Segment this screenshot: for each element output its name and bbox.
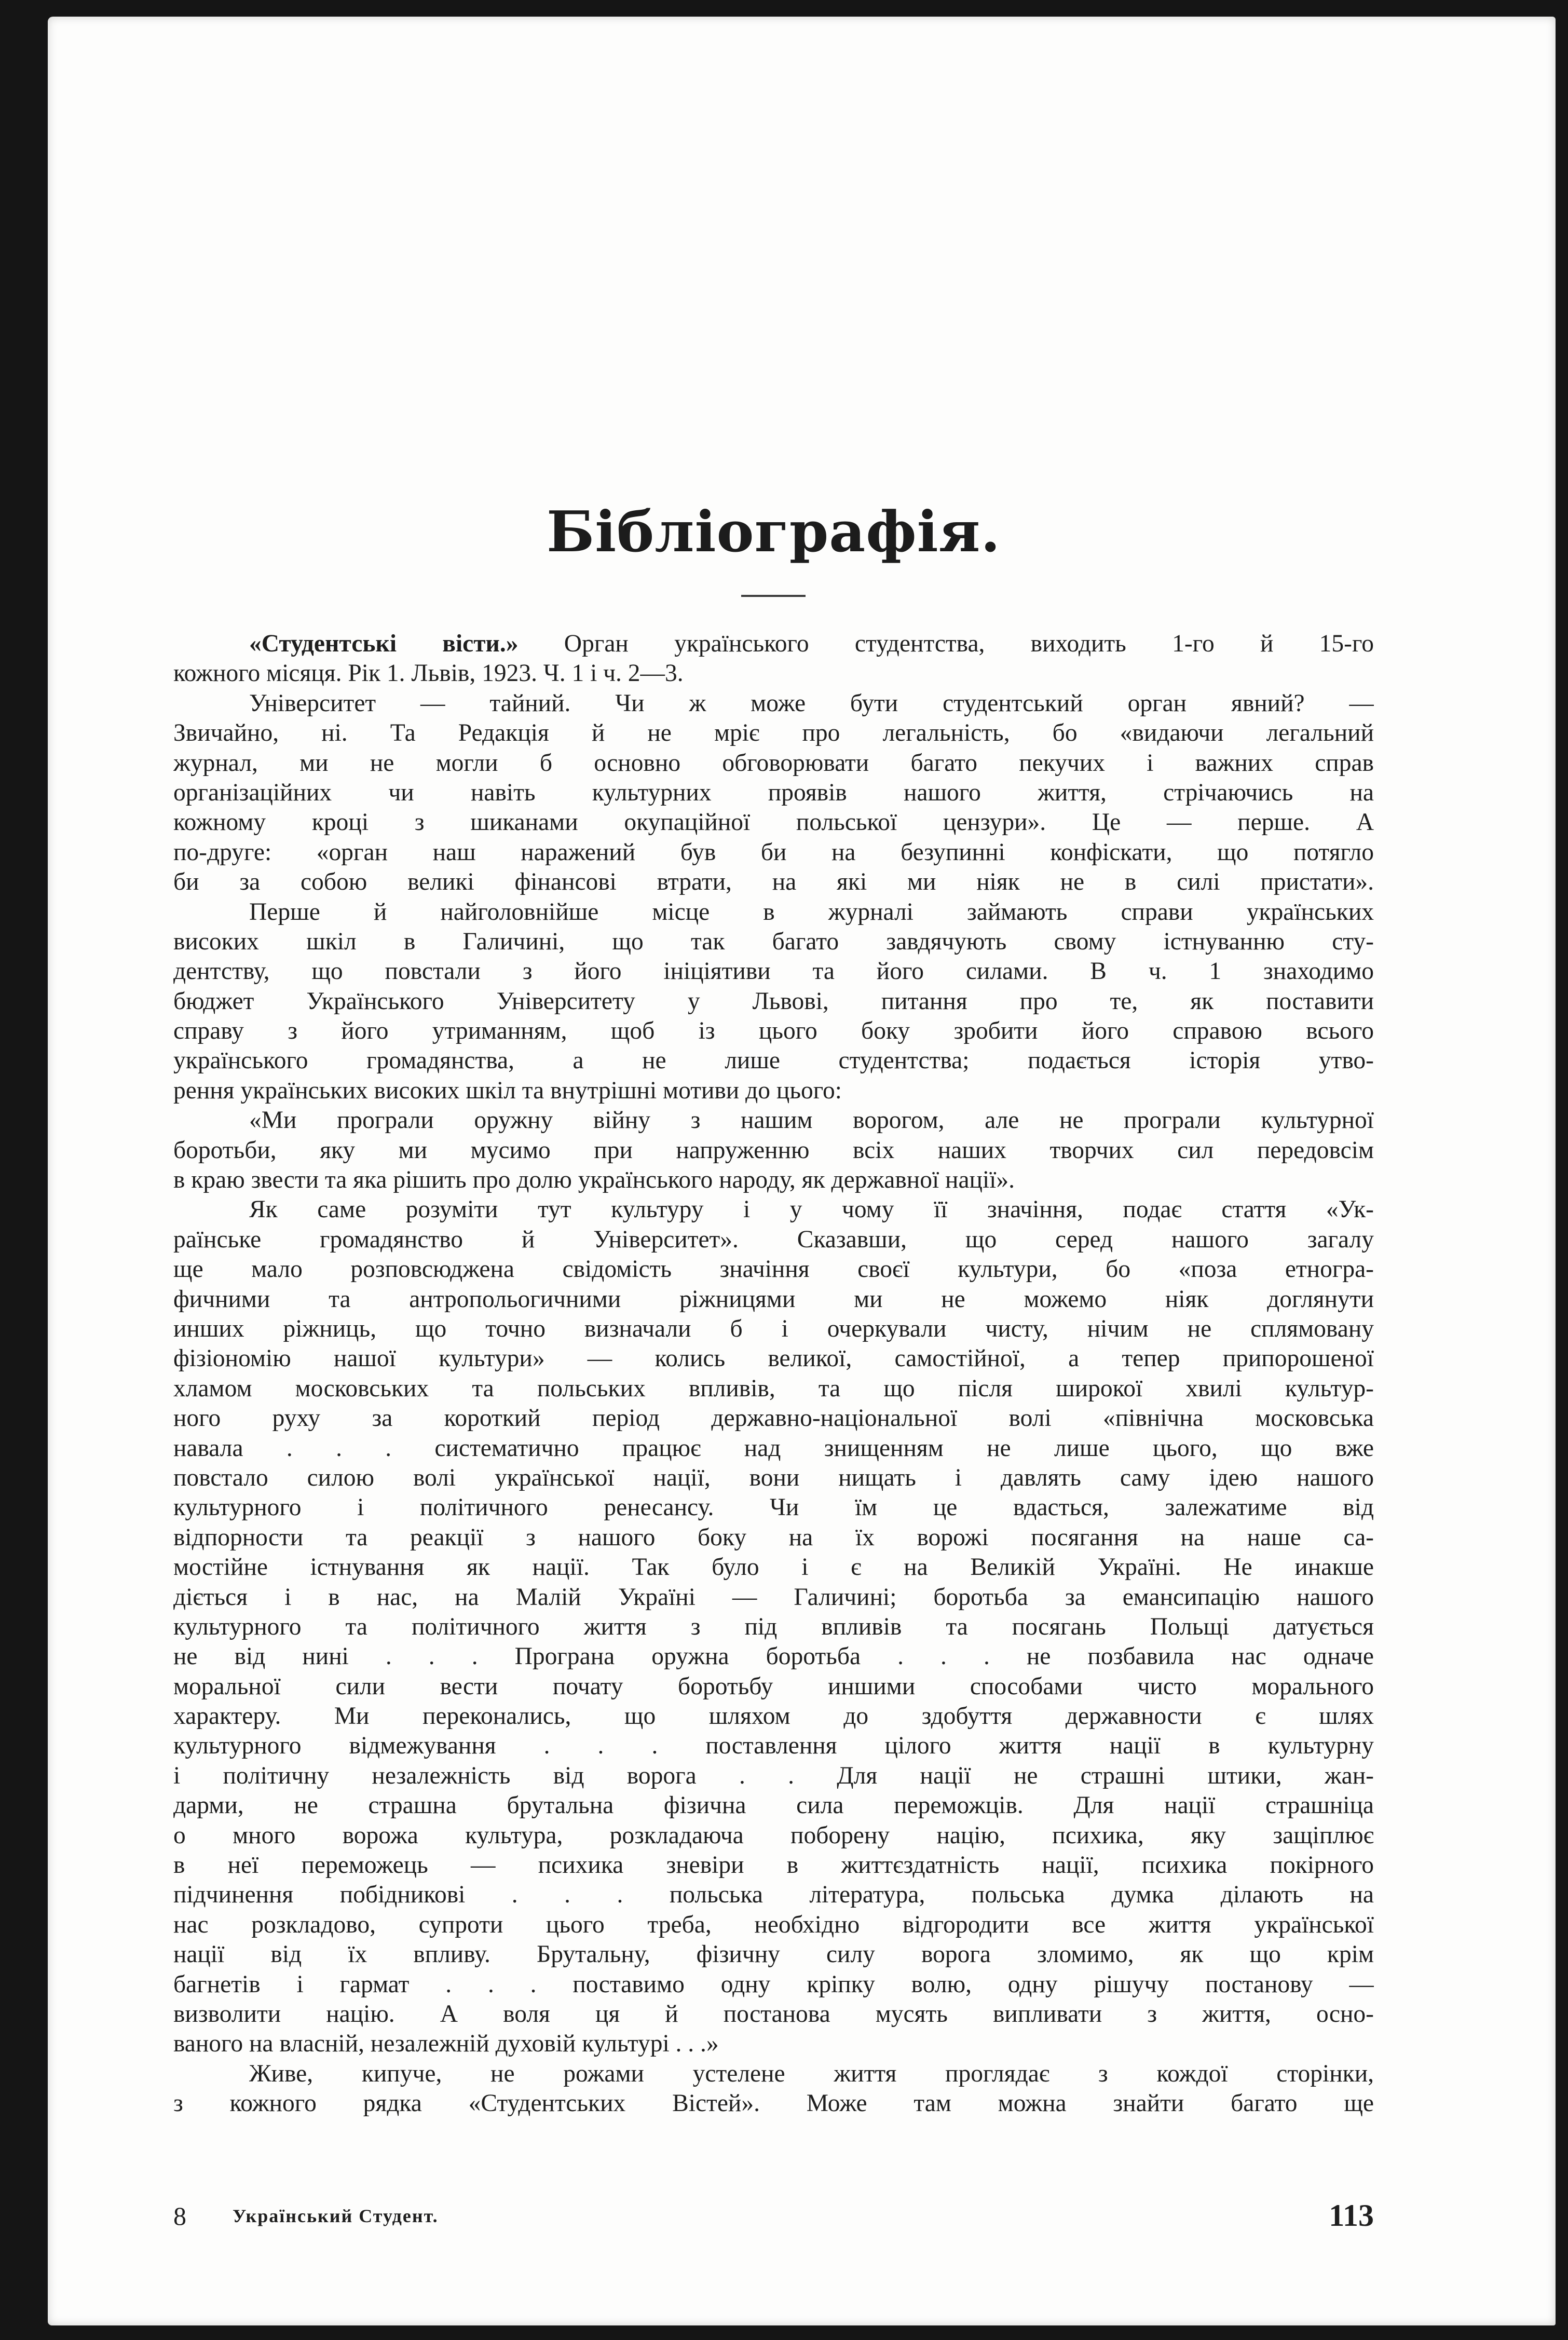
text-line	[173, 1672, 1374, 1702]
text-line	[173, 1553, 1374, 1582]
text-line	[173, 1523, 1374, 1553]
entry-title: «Студентські вісти.»	[249, 630, 519, 657]
text-line	[173, 1106, 1374, 1135]
page-number: 113	[1329, 2198, 1374, 2233]
text-line	[173, 957, 1374, 986]
text-line	[173, 1940, 1374, 1969]
text-line	[173, 808, 1374, 837]
text-line-content: відпорности та реакції з нашого боку на їх ворожі посягання на наше са-	[173, 1523, 1374, 1551]
text-line-content: боротьби, яку ми мусимо при напруженню всіх наших творчих сил передовсім	[173, 1136, 1374, 1164]
text-line	[173, 1076, 1374, 1106]
text-line-content: о много ворожа культура, розкладаюча поборену націю, психика, яку защіплює	[173, 1821, 1374, 1849]
text-line	[173, 1702, 1374, 1731]
text-line-content: хламом московських та польських впливів, та що після широкої хвилі культур-	[173, 1375, 1374, 1402]
text-line-content: по-друге: «орган наш наражений був би на безупинні конфіскати, що потягло	[173, 838, 1374, 866]
text-line	[173, 1404, 1374, 1433]
text-line	[173, 1046, 1374, 1076]
text-line	[173, 1195, 1374, 1225]
text-line	[173, 1225, 1374, 1255]
text-line-content: кожного місяця. Рік 1. Львів, 1923. Ч. 1 і ч. 2—3.	[173, 660, 684, 687]
text-line-content: раїнське громадянство й Університет». Сказавши, що серед нашого загалу	[173, 1226, 1374, 1253]
text-line-content: ще мало розповсюджена свідомість значіння своєї культури, бо «поза етногра-	[173, 1256, 1374, 1283]
text-line	[173, 1285, 1374, 1314]
text-line	[173, 1016, 1374, 1046]
text-line	[173, 1731, 1374, 1761]
text-line-content: дентству, що повстали з його ініціятиви та його силами. В ч. 1 знаходимо	[173, 958, 1374, 985]
text-line	[173, 1851, 1374, 1880]
text-line-content: ного руху за короткий період державно-національної волі «північна московська	[173, 1405, 1374, 1432]
text-line	[173, 1374, 1374, 1404]
text-line-content: організаційних чи навіть культурних проявів нашого життя, стрічаючись на	[173, 779, 1374, 806]
title-underline-rule	[741, 595, 806, 597]
text-line-content: моральної сили вести почату боротьбу иншими способами чисто морального	[173, 1672, 1374, 1700]
text-line	[173, 987, 1374, 1016]
text-line-content: журнал, ми не могли б основно обговорювати багато пекучих і важних справ	[173, 749, 1374, 777]
text-line-content: характеру. Ми переконались, що шляхом до здобуття державности є шлях	[173, 1703, 1374, 1730]
text-line	[173, 1612, 1374, 1642]
text-line	[173, 778, 1374, 808]
text-line	[173, 1493, 1374, 1522]
text-line	[173, 1255, 1374, 1284]
text-line-content: ваного на власній, незалежній духовій культурі . . .»	[173, 2030, 719, 2058]
text-line-content: українського громадянства, а не лише студентства; подається історія утво-	[173, 1047, 1374, 1074]
text-line	[173, 2089, 1374, 2118]
text-line	[173, 718, 1374, 748]
text-line-content: визволити націю. А воля ця й постанова мусять випливати з життя, осно-	[173, 2000, 1374, 2028]
text-line	[173, 1880, 1374, 1910]
text-line	[173, 927, 1374, 957]
text-line-content: культурного відмежування . . . поставлення цілого життя нації в культурну	[173, 1732, 1374, 1760]
text-line	[173, 1165, 1374, 1195]
text-line	[173, 2029, 1374, 2059]
text-line	[173, 1463, 1374, 1493]
text-line	[173, 867, 1374, 897]
journal-name: Український Студент.	[233, 2206, 439, 2226]
signature-mark: 8	[173, 2201, 186, 2230]
text-line-content: культурного і політичного ренесансу. Чи їм це вдасться, залежатиме від	[173, 1494, 1374, 1521]
text-line-content: нації від їх впливу. Брутальну, фізичну силу ворога зломимо, як що крім	[173, 1941, 1374, 1968]
text-line	[173, 629, 1374, 659]
text-line-content: рення українських високих шкіл та внутрішні мотиви до цього:	[173, 1077, 842, 1104]
text-line-content: Орган українського студентства, виходить 1-го й 15-го	[518, 630, 1374, 657]
text-line-content: в краю звести та яка рішить про долю українського народу, як державної нації».	[173, 1166, 1015, 1194]
text-line	[173, 2059, 1374, 2089]
text-line-content: в неї переможець — психика зневіри в життєздатність нації, психика покірного	[173, 1852, 1374, 1879]
text-line-content: мостійне істнування як нації. Так було і є на Великій Україні. Не инакше	[173, 1554, 1374, 1581]
document-page	[48, 17, 1556, 2325]
text-line	[173, 1314, 1374, 1344]
text-line-content: «Ми програли оружну війну з нашим ворогом, але не програли культурної	[249, 1107, 1374, 1134]
text-line-content: культурного та політичного життя з під впливів та посягань Польщі датується	[173, 1613, 1374, 1640]
text-line	[173, 838, 1374, 867]
text-line	[173, 1791, 1374, 1820]
text-line-content: Звичайно, ні. Та Редакція й не мріє про легальність, бо «видаючи легальний	[173, 719, 1374, 747]
body-text	[173, 629, 1374, 2119]
text-line-content: Перше й найголовнійше місце в журналі займають справи українських	[249, 898, 1374, 926]
text-line	[173, 1761, 1374, 1791]
text-line	[173, 1821, 1374, 1851]
text-line	[173, 1434, 1374, 1463]
text-line-content: навала . . . систематично працює над знищенням не лише цього, що вже	[173, 1434, 1374, 1462]
text-line-content: фізіономію нашої культури» — колись великої, самостійної, а тепер припорошеної	[173, 1345, 1374, 1372]
text-line	[173, 1910, 1374, 1940]
text-line-content: високих шкіл в Галичині, що так багато завдячують свому істнуванню сту-	[173, 928, 1374, 955]
text-line-content: справу з його утриманням, щоб із цього боку зробити його справою всього	[173, 1017, 1374, 1045]
text-line-content: діється і в нас, на Малій Україні — Галичині; боротьба за емансипацію нашого	[173, 1583, 1374, 1611]
text-line	[173, 1136, 1374, 1165]
text-line	[173, 1642, 1374, 1671]
page-title: Бібліографія.	[546, 499, 1001, 565]
text-line-content: повстало силою волі української нації, вони нищать і давлять саму ідею нашого	[173, 1464, 1374, 1491]
page-footer	[173, 2198, 1374, 2237]
text-line	[173, 689, 1374, 718]
text-line	[173, 1970, 1374, 1999]
text-line-content: бюджет Українського Університету у Львові, питання про те, як поставити	[173, 987, 1374, 1015]
text-line-content: кожному кроці з шиканами окупаційної польської цензури». Це — перше. А	[173, 809, 1374, 836]
text-line-content: Живе, кипуче, не рожами устелене життя проглядає з кождої сторінки,	[249, 2060, 1374, 2087]
text-line	[173, 1999, 1374, 2029]
text-line-content: би за собою великі фінансові втрати, на які ми ніяк не в силі пристати».	[173, 868, 1374, 896]
text-line-content: дарми, не страшна брутальна фізична сила переможців. Для нації страшніца	[173, 1792, 1374, 1819]
text-line-content: нас розкладово, супроти цього треба, необхідно відгородити все життя української	[173, 1911, 1374, 1938]
text-line	[173, 1583, 1374, 1612]
text-line-content: і політичну незалежність від ворога . . Для нації не страшні штики, жан-	[173, 1762, 1374, 1789]
text-line-content: підчинення побідникові . . . польська література, польська думка ділають на	[173, 1881, 1374, 1909]
text-line	[173, 1344, 1374, 1373]
text-line-content: фичними та антропольогичними ріжницями ми не можемо ніяк доглянути	[173, 1285, 1374, 1313]
text-line-content: багнетів і гармат . . . поставимо одну кріпку волю, одну рішучу постанову —	[173, 1970, 1374, 1998]
text-line-content: Університет — тайний. Чи ж може бути студентський орган явний? —	[249, 689, 1374, 717]
text-line-content: з кожного рядка «Студентських Вістей». Може там можна знайти багато ще	[173, 2090, 1374, 2117]
text-line-content: Як саме розуміти тут культуру і у чому її значіння, подає стаття «Ук-	[249, 1196, 1374, 1223]
text-line	[173, 659, 1374, 688]
text-line	[173, 749, 1374, 778]
text-line-content: не від нині . . . Програна оружна боротьба . . . не позбавила нас одначе	[173, 1643, 1374, 1670]
text-line	[173, 897, 1374, 927]
text-line-content: инших ріжниць, що точно визначали б і очеркували чисту, нічим не сплямовану	[173, 1315, 1374, 1342]
